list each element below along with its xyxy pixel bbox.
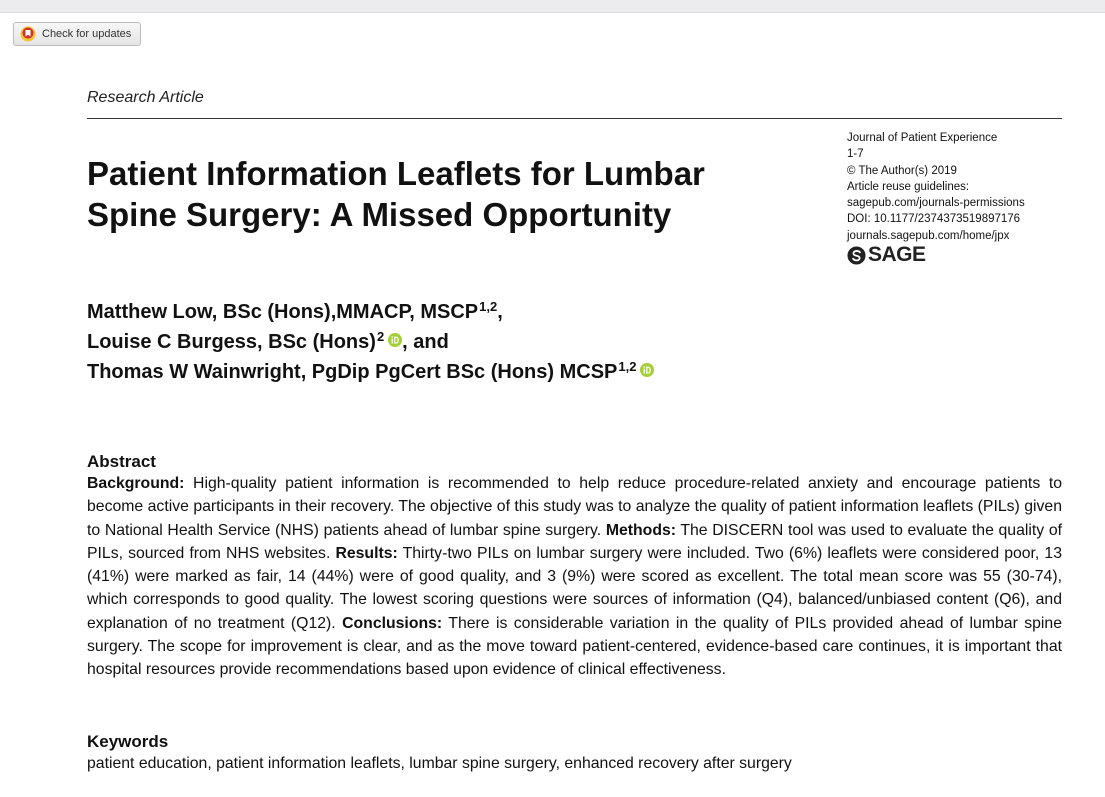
conclusions-label: Conclusions:: [342, 614, 443, 632]
header-rule: [87, 118, 1062, 119]
title-line-2: Spine Surgery: A Missed Opportunity: [87, 196, 672, 233]
check-for-updates-label: Check for updates: [42, 28, 132, 40]
background-text: High-quality patient information is recommended to help reduce procedure-related anxiety and encourage patients to become active participants in their recovery. The objective of this study was to analyze the quality of patient information leaflets (PILs) given to National Health Service (NHS) patients ahead of lumbar spine surgery.: [87, 475, 1063, 539]
author-suffix: ,: [497, 301, 503, 323]
reuse-guidelines: Article reuse guidelines:: [847, 180, 970, 193]
results-label: Results:: [335, 544, 398, 562]
author-name: Louise C Burgess, BSc (Hons): [87, 331, 376, 353]
abstract-body: [87, 472, 1062, 682]
author-name: Matthew Low, BSc (Hons),MMACP, MSCP: [87, 301, 479, 323]
methods-label: Methods:: [605, 521, 677, 539]
article-title: [87, 153, 807, 235]
author-1: [87, 298, 654, 328]
check-for-updates-button[interactable]: [13, 22, 141, 46]
author-3: [87, 358, 654, 388]
author-suffix: , and: [402, 331, 449, 353]
sage-logo: [847, 243, 1062, 267]
methods-text: The DISCERN tool was used to evaluate the quality of PILs, sourced from NHS websites.: [87, 521, 1062, 562]
keywords-heading: Keywords: [87, 732, 169, 751]
author-affiliation: 1,2: [479, 299, 498, 314]
doi[interactable]: DOI: 10.1177/2374373519897176: [847, 213, 1021, 226]
conclusions-text: There is considerable variation in the quality of PILs provided ahead of lumbar spine surgery. The scope for improvement is clear, and as the move toward patient-centered, evidence-based care continues, it is important that hospital resources provide recommendations based upon evidence of clinical effectiveness.: [87, 614, 1063, 679]
author-name: Thomas W Wainwright, PgDip PgCert BSc (Hons) MCSP: [87, 361, 618, 383]
copyright: © The Author(s) 2019: [847, 164, 957, 177]
title-line-1: Patient Information Leaflets for Lumbar: [87, 155, 705, 192]
author-2: [87, 328, 654, 358]
viewer-top-strip: [0, 0, 1105, 13]
crossmark-icon: [20, 26, 36, 42]
background-label: Background:: [87, 475, 185, 492]
journal-home-link[interactable]: journals.sagepub.com/home/jpx: [847, 229, 1010, 242]
journal-pages: 1-7: [847, 148, 864, 161]
article-type: Research Article: [87, 89, 204, 106]
keywords-text: patient education, patient information leaflets, lumbar spine surgery, enhanced recovery after surgery: [87, 755, 792, 772]
sage-wordmark: SAGE: [868, 243, 926, 267]
sage-s-icon: [847, 246, 866, 265]
abstract-heading: Abstract: [87, 452, 156, 471]
author-list: [87, 298, 654, 388]
reuse-url-link[interactable]: sagepub.com/journals-permissions: [847, 197, 1025, 210]
author-affiliation: 2: [376, 329, 385, 344]
author-affiliation: 1,2: [618, 359, 637, 374]
orcid-icon[interactable]: [640, 363, 654, 377]
journal-name: Journal of Patient Experience: [847, 132, 998, 144]
keywords-section: [87, 731, 1062, 776]
results-text: Thirty-two PILs on lumbar surgery were included. Two (6%) leaflets were considered poor, 13 (41%) were marked as fair, 14 (44%) were of good quality, and 3 (9%) were scored as excellent. The total mean score was 55 (30-74), which corresponds to good quality. The lowest scoring questions were sources of information (Q4), balanced/unbiased content (Q6), and explanation of no treatment (Q12).: [87, 544, 1062, 632]
abstract-section: [87, 451, 1062, 682]
journal-info: [847, 130, 1062, 265]
orcid-icon[interactable]: [388, 333, 402, 347]
